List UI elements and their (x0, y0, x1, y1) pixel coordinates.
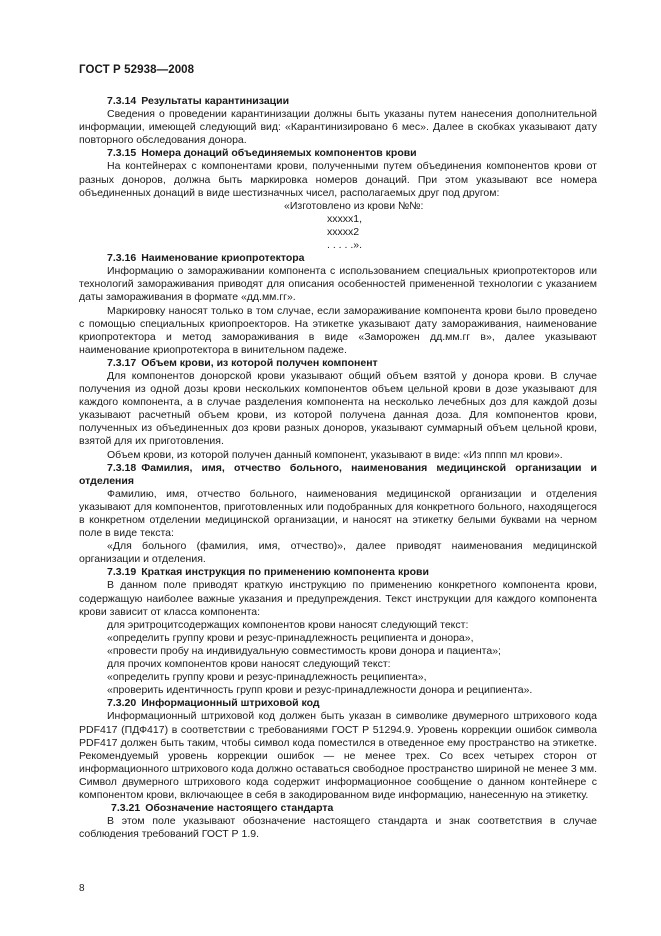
paragraph: для эритроцитсодержащих компонентов крови наносят следующий текст: (107, 618, 469, 631)
instruction-line: «определить группу крови и резус-принадлежность реципиента и донора», (107, 631, 474, 644)
document-body (79, 95, 597, 841)
donation-code-line: ххххх1, (327, 212, 363, 225)
section-title: Обозначение настоящего стандарта (145, 802, 334, 815)
section-number: 7.3.19 (107, 566, 137, 579)
section-number: 7.3.20 (107, 697, 137, 710)
instruction-line: «проверить идентичность групп крови и резус-принадлежности донора и реципиента». (107, 684, 533, 697)
paragraph: Информационный штриховой код должен быть указан в символике двумерного штрихового кода PDF417 (ПДФ417) в соответствии с требованиями ГОСТ Р 51294.9. Уровень коррекции ошибок символа PDF417 должен быть таким, чтобы символ кода поместился в отведенное ему пространство на этикетке. Рекомендуемый уровень коррекции ошибок — не менее трех. Со всех четырех сторон от информационного штрихового кода должно оставаться свободное пространство шириной не менее 3 мм. Символ двумерного штрихового кода содержит информационное сообщение о данном контейнере с компонентом крови, включающее в себя в закодированном виде информацию, нанесенную на этикетку. (79, 710, 597, 801)
section-number: 7.3.16 (107, 252, 137, 265)
section-title: Объем крови, из которой получен компонент (141, 356, 378, 369)
label-example: «Изготовлено из крови №№: (284, 199, 424, 212)
instruction-line: «определить группу крови и резус-принадлежность реципиента», (107, 671, 427, 684)
section-heading (79, 697, 597, 710)
paragraph: Для компонентов донорской крови указывают общий объем взятой у донора крови. В случае получения из одной дозы крови нескольких компонентов объем цельной крови в дозе указывают для каждого компонента, а в случае разделения компонента на несколько лечебных доз для каждой дозы указывают расчетный объем крови, из которой получена данная доза. Для компонентов крови, полученных из объединенных доз крови разных доноров, указывают суммарный объем цельной крови, взятой для их приготовления. (79, 369, 597, 448)
paragraph: В этом поле указывают обозначение настоящего стандарта и знак соответствия в случае соблюдения требований ГОСТ Р 1.9. (79, 815, 597, 841)
section-number: 7.3.21 (111, 802, 141, 815)
section-number: 7.3.18 (107, 461, 137, 474)
donation-code-line: ххххх2 (327, 225, 360, 238)
section-title: Информационный штриховой код (141, 697, 320, 710)
section-number: 7.3.15 (107, 147, 137, 160)
paragraph: для прочих компонентов крови наносят следующий текст: (107, 658, 391, 671)
section-number: 7.3.14 (107, 95, 137, 107)
paragraph: Информацию о замораживании компонента с использованием специальных криопротекторов или технологий замораживания приводят для описания особенностей примененной технологии с указанием даты замораживания в формате «дд.мм.гг». (79, 265, 597, 304)
section-title: Номера донаций объединяемых компонентов крови (141, 147, 417, 160)
paragraph: Сведения о проведении карантинизации должны быть указаны путем нанесения дополнительной информации, имеющей следующий вид: «Карантинизировано 6 мес». Далее в скобках указывают дату повторного обследования донора. (79, 108, 597, 147)
section-heading (79, 147, 597, 160)
document-header: ГОСТ Р 52938—2008 (79, 64, 195, 76)
section-title: Наименование криопротектора (141, 252, 305, 265)
paragraph: Маркировку наносят только в том случае, если замораживание компонента крови было проведено с помощью специальных криопроекторов. На этикетке указывают дату замораживания, наименование криопротектора и метод замораживания в виде «Заморожен дд.мм.гг в», далее указывают наименование криопротектора в винительном падеже. (79, 304, 597, 356)
paragraph: Фамилию, имя, отчество больного, наименования медицинской организации и отделения указывают для компонентов, приготовленных или подобранных для конкретного больного, находящегося в конкретном отделении медицинской организации, и наносят на этикетку белыми буквами на черном поле в виде текста: (79, 487, 597, 540)
paragraph: Объем крови, из которой получен данный компонент, указывают в виде: «Из пппп мл крови». (107, 448, 563, 461)
section-heading (79, 252, 597, 265)
section-title: Фамилия, имя, отчество больного, наименования медицинской организации и отделения (79, 461, 597, 487)
section-heading (79, 462, 597, 488)
section-heading (79, 95, 597, 108)
page-number: 8 (79, 883, 85, 894)
paragraph: В данном поле приводят краткую инструкцию по применению конкретного компонента крови, содержащую наиболее важные указания и предупреждения. Текст инструкции для каждого компонента крови зависит от класса компонента: (79, 579, 597, 618)
section-title: Краткая инструкция по применению компонента крови (141, 566, 429, 579)
section-heading (79, 566, 597, 579)
instruction-line: «провести пробу на индивидуальную совместимость крови донора и пациента»; (107, 644, 501, 657)
section-heading (79, 357, 597, 370)
paragraph: На контейнерах с компонентами крови, полученными путем объединения компонентов крови от разных доноров, должна быть маркировка номеров донаций. При этом указывают все номера объединенных донаций в виде шестизначных чисел, располагаемых друг под другом: (79, 160, 597, 199)
section-title: Результаты карантинизации (141, 95, 290, 107)
paragraph: «Для больного (фамилия, имя, отчество)», далее приводят наименования медицинской организации и отделения. (79, 540, 597, 566)
section-heading (79, 802, 597, 815)
section-number: 7.3.17 (107, 356, 137, 369)
donation-code-line: . . . . .». (327, 239, 363, 252)
